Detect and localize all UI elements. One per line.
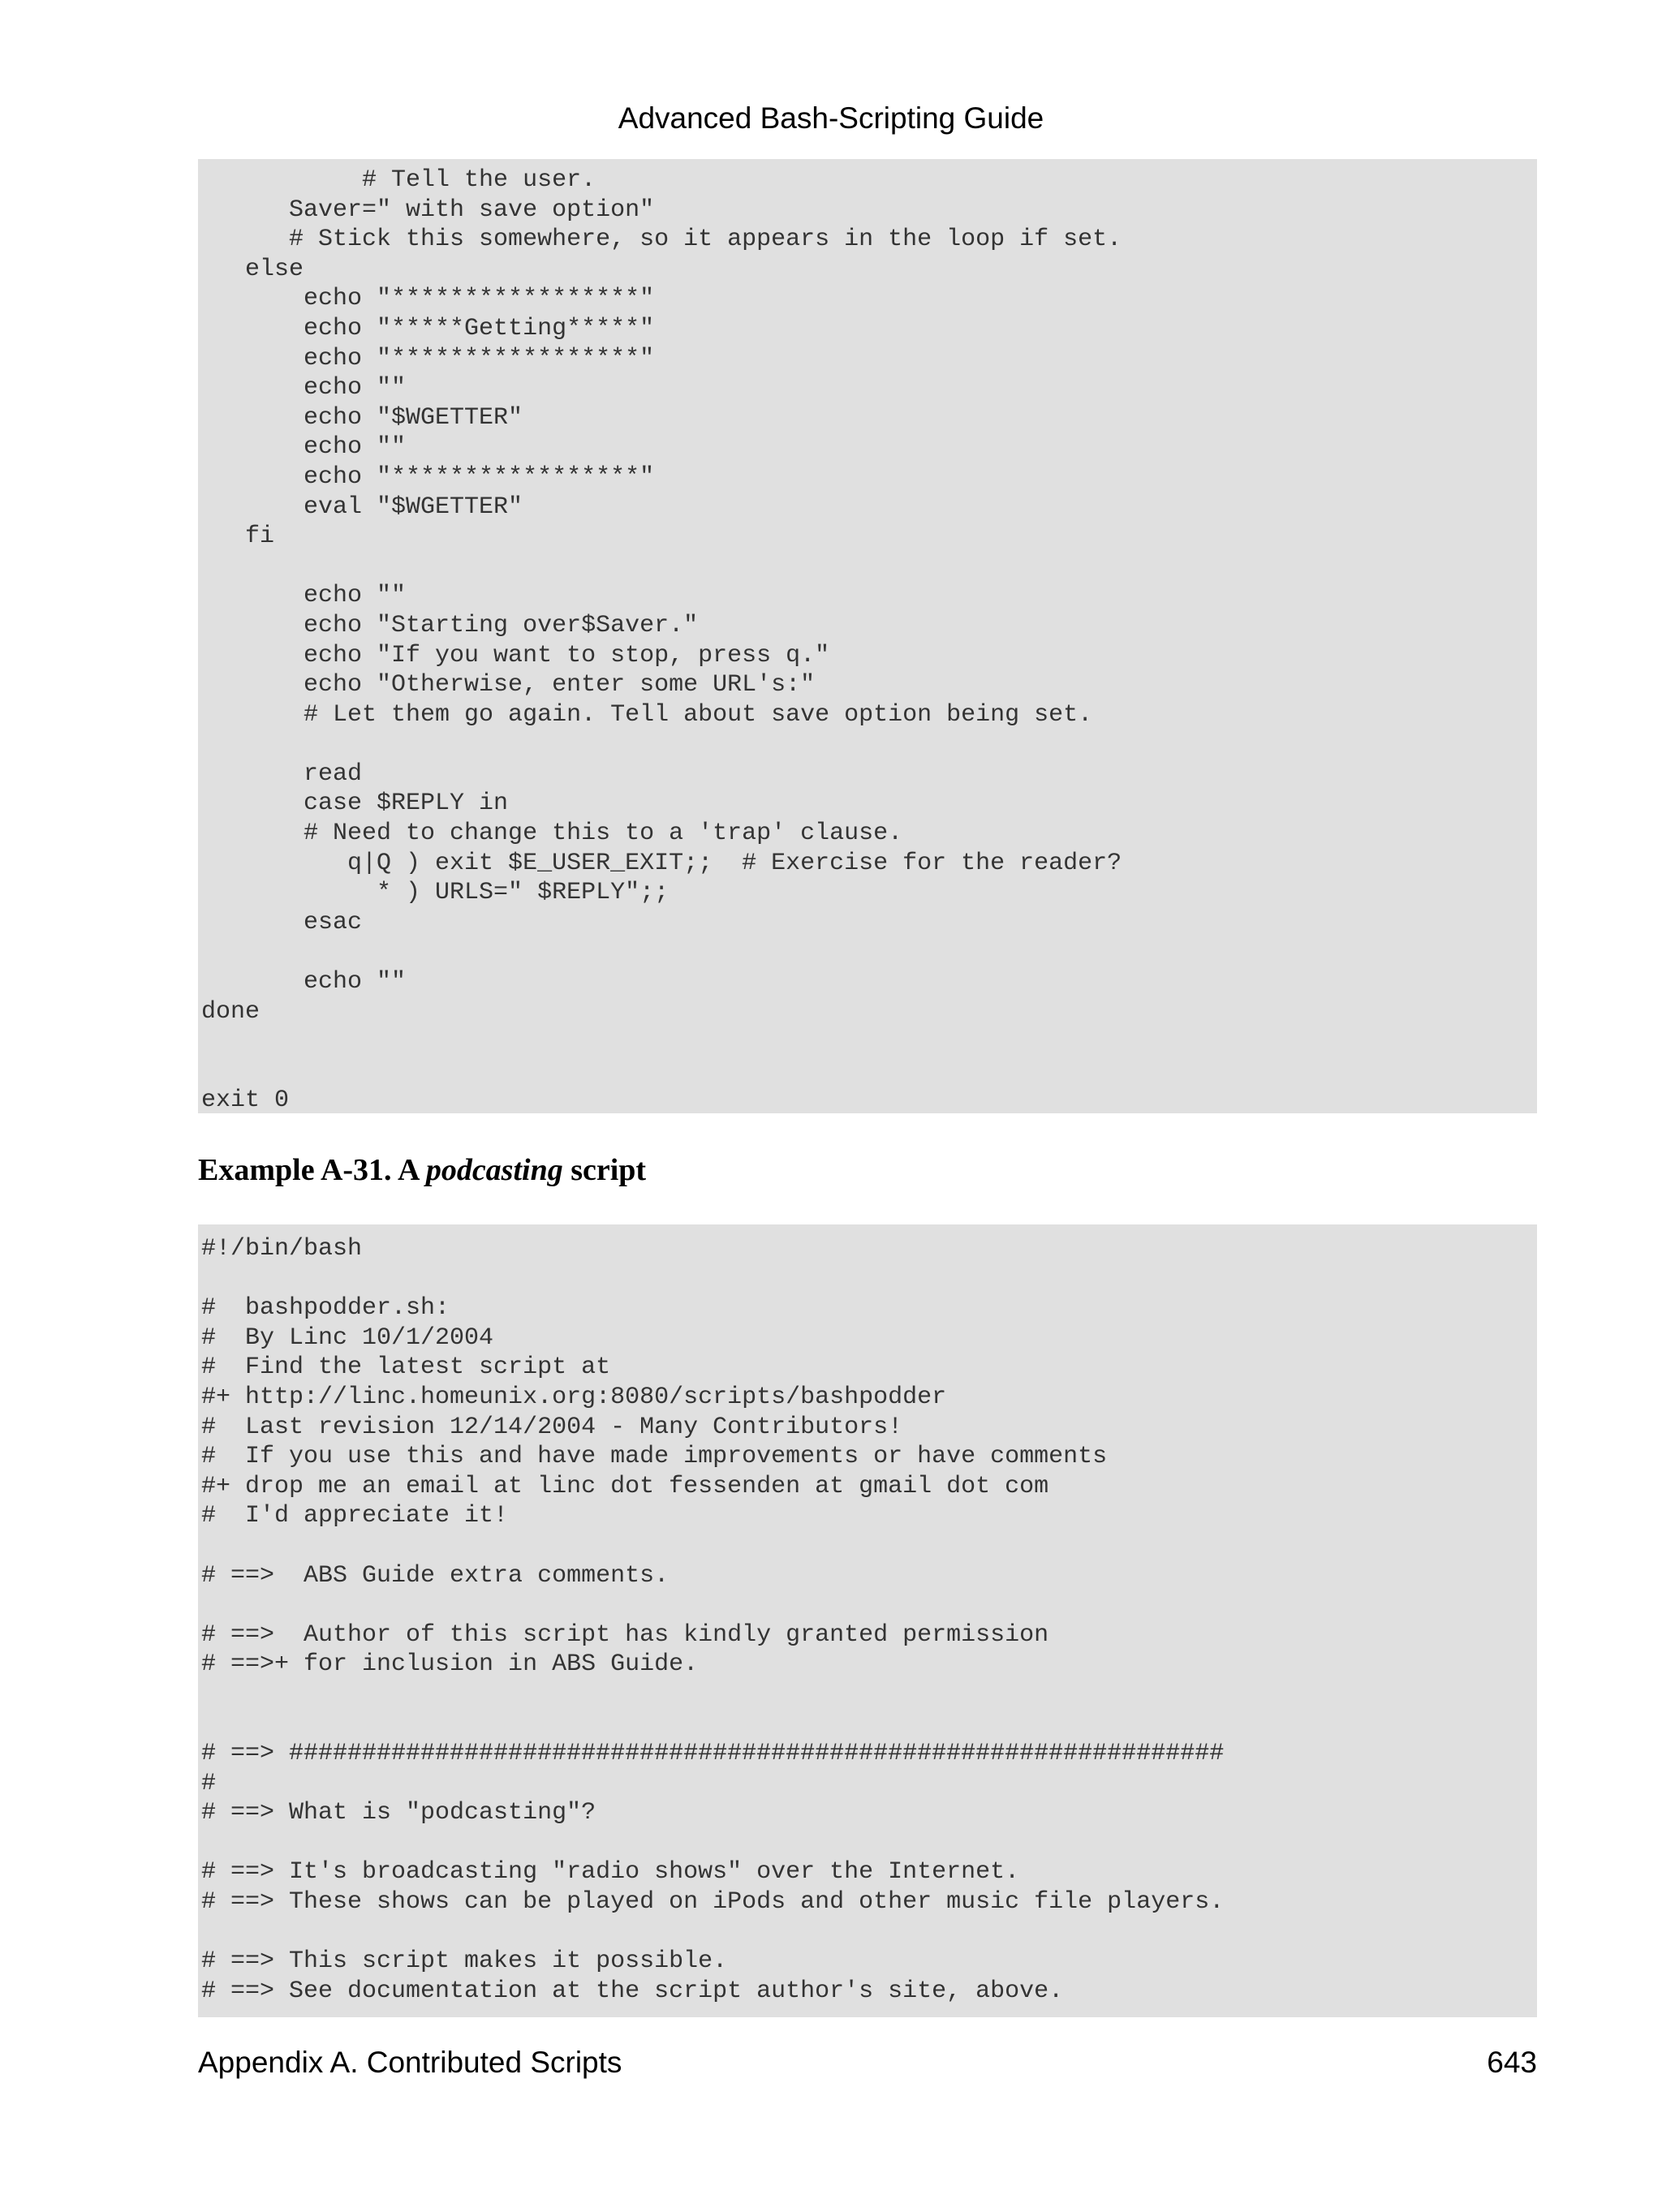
code-line: # ==>+ for inclusion in ABS Guide. [201, 1650, 699, 1679]
code-line: echo "" [201, 582, 407, 610]
code-line: # Stick this somewhere, so it appears in the loop if set. [201, 226, 1122, 254]
code-line: echo "*****Getting*****" [201, 314, 655, 342]
code-line [201, 552, 1537, 582]
code-line: # ==> These shows can be played on iPods and other music file players. [201, 1888, 1225, 1917]
code-line: echo "Otherwise, enter some URL's:" [201, 671, 816, 699]
code-line [201, 1917, 1537, 1947]
code-line: * ) URLS=" $REPLY";; [201, 879, 670, 907]
page-number: 643 [1487, 2046, 1537, 2079]
code-line: echo "*****************" [201, 344, 655, 372]
code-line: echo "" [201, 433, 407, 462]
code-line: echo "Starting over$Saver." [201, 611, 699, 639]
code-line: echo "$WGETTER" [201, 403, 523, 432]
code-line: #!/bin/bash [201, 1235, 363, 1263]
code-line: # bashpodder.sh: [201, 1294, 450, 1323]
code-line: case $REPLY in [201, 790, 509, 818]
code-line: # Find the latest script at [201, 1353, 611, 1382]
code-line [201, 1590, 1537, 1620]
code-line: echo "*****************" [201, 463, 655, 491]
code-line: # [201, 1769, 217, 1797]
footer-section-title: Appendix A. Contributed Scripts [198, 2046, 622, 2079]
code-line: echo "" [201, 968, 407, 996]
code-line: # ==> ABS Guide extra comments. [201, 1561, 670, 1590]
code-line: done [201, 997, 260, 1026]
code-line: # ==> This script makes it possible. [201, 1947, 728, 1976]
code-line: eval "$WGETTER" [201, 493, 523, 521]
code-line: echo "" [201, 374, 407, 402]
code-line: esac [201, 908, 363, 936]
code-line: # Tell the user. [201, 166, 596, 194]
code-line: # Need to change this to a 'trap' clause. [201, 820, 903, 848]
code-line: # ==> It's broadcasting "radio shows" over the Internet. [201, 1858, 1020, 1887]
code-line [201, 1828, 1537, 1858]
code-line: exit 0 [201, 1087, 290, 1113]
code-line: q|Q ) exit $E_USER_EXIT;; # Exercise for the reader? [201, 849, 1122, 877]
example-title-emphasis: podcasting [425, 1153, 563, 1187]
code-line [201, 1710, 1537, 1740]
code-line: Saver=" with save option" [201, 196, 655, 224]
code-line [201, 1531, 1537, 1561]
code-line: # ==> What is "podcasting"? [201, 1799, 596, 1827]
code-line: echo "If you want to stop, press q." [201, 641, 830, 669]
example-title-suffix: script [562, 1153, 647, 1187]
code-line [201, 1264, 1537, 1294]
code-block-1 [198, 159, 1537, 1113]
code-line: # If you use this and have made improvements or have comments [201, 1443, 1108, 1471]
code-line: read [201, 760, 363, 788]
example-title-prefix: Example A-31. A [198, 1153, 426, 1187]
code-line [201, 1057, 1537, 1087]
code-line: # ==> ################################################################ [201, 1740, 1225, 1768]
code-line: # ==> See documentation at the script author's site, above. [201, 1977, 1064, 2005]
code-line [201, 937, 1537, 967]
code-block-2 [198, 1224, 1537, 2017]
code-line [201, 1680, 1537, 1710]
code-line: # Let them go again. Tell about save option being set. [201, 700, 1093, 729]
code-line: # By Linc 10/1/2004 [201, 1323, 494, 1352]
code-line [201, 729, 1537, 760]
code-line: #+ drop me an email at linc dot fessenden at gmail dot com [201, 1472, 1049, 1500]
code-line [201, 1026, 1537, 1057]
code-line: # Last revision 12/14/2004 - Many Contributors! [201, 1413, 903, 1441]
example-title [198, 1151, 646, 1190]
code-line: #+ http://linc.homeunix.org:8080/scripts/bashpodder [201, 1383, 947, 1411]
code-line: # ==> Author of this script has kindly granted permission [201, 1620, 1049, 1649]
code-line: # I'd appreciate it! [201, 1502, 509, 1530]
code-line: else [201, 255, 304, 283]
code-line: echo "*****************" [201, 285, 655, 313]
code-line: fi [201, 523, 275, 551]
running-header: Advanced Bash-Scripting Guide [618, 101, 1044, 135]
